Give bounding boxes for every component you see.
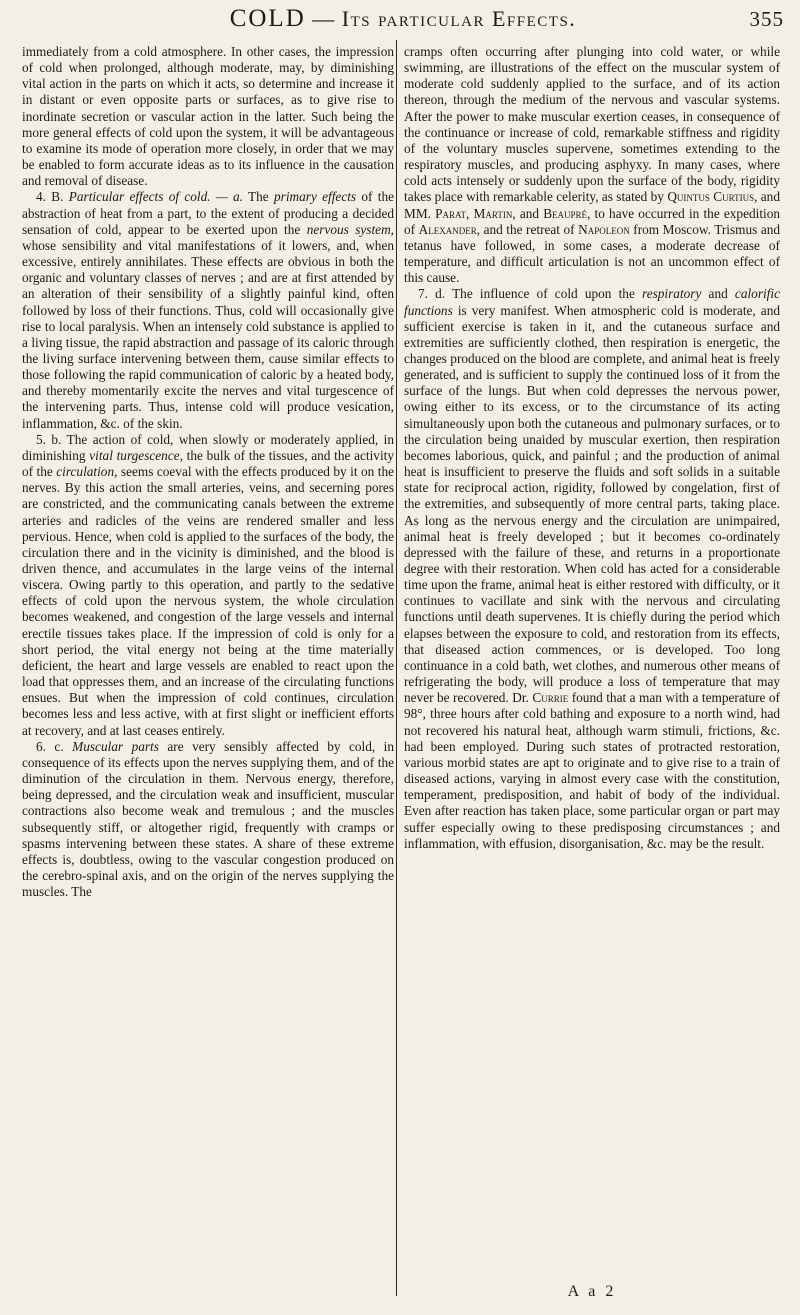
text-run: , and MM. bbox=[404, 189, 780, 221]
paragraph-5 bbox=[22, 432, 394, 739]
paragraph-continued bbox=[22, 44, 394, 189]
title-initial: C bbox=[229, 5, 249, 32]
italic-term: calorific functions bbox=[404, 286, 780, 318]
text-run: , to have occurred in the expedition of bbox=[404, 205, 781, 237]
text-run: The bbox=[248, 189, 269, 205]
text-run: of the abstraction of heat from a part, to the extent of producing a decided sensation of cold, appear to be exerted upon the bbox=[22, 189, 395, 237]
title-word: OLD bbox=[248, 5, 306, 32]
section-label: 4. B. bbox=[36, 189, 64, 205]
paragraph-4 bbox=[22, 189, 394, 431]
text-run: and bbox=[708, 286, 728, 302]
paragraph-continued bbox=[404, 44, 780, 286]
section-label: 7. d. bbox=[418, 286, 446, 302]
text-run: , and the retreat of bbox=[476, 221, 575, 237]
text-run: , and bbox=[512, 205, 540, 221]
person-name: Alexander bbox=[418, 221, 477, 237]
page-number: 355 bbox=[749, 7, 784, 31]
author-name: Parat, Martin bbox=[435, 205, 513, 221]
italic-term: primary effects bbox=[274, 189, 357, 205]
text-run: the bulk of the tissues, and the activity of the bbox=[22, 447, 394, 480]
title-subtitle: Its particular Effects. bbox=[341, 6, 577, 31]
text-run: immediately from a cold atmosphere. In other cases, the impression of cold when prolonged, although moderate, may, by diminishing vital action in the parts on which it acts, so determine and increase it in distant or even opposite parts or surfaces, as to give rise to inordinate secretion or vascular action in the latter. Such being the more general effects of cold upon the system, it will be advantageous to examine its mode of operation more closely, in order that we may be enabled to form accurate ideas as to its influence in the causation and removal of disease. bbox=[22, 44, 394, 189]
text-run: from Moscow. Trismus and tetanus have followed, in some cases, a moderate decrease of temperature, and difficult articulation is not an uncommon effect of this cause. bbox=[404, 221, 781, 286]
left-column bbox=[22, 44, 394, 900]
italic-term: respiratory bbox=[642, 286, 702, 302]
text-run: is very manifest. When atmospheric cold is moderate, and sufficient exercise is taken in it, and the cutaneous surface and extremities are sufficiently clothed, then respiration is energetic, the changes produced on the blood are complete, and animal heat is freely generated, and is sufficient to supply the continued loss of it from the surface of the lungs. But when cold depresses the nervous power, owing either to its excess, or to the circumstance of its acting simultaneously upon both the cutaneous and pulmonary surfaces, or to the circulation being unaided by muscular exertion, then respiration becomes laborious, quick, and painful ; and the production of animal heat is insufficient to preserve the fluids and soft solids in a suitable state for reciprocal action, rigidity, followed by congelation, first of the extremities, and subsequently of more central parts, taking place. As long as the nervous energy and the circulation are unimpaired, animal heat is freely developed ; but it becomes co-ordinately depressed with the failure of these, and returns in a proportionate degree with their restoration. When cold has acted for a considerable time upon the frame, animal heat is either restored with difficulty, or it continues to vacillate and sink with the nervous and circulating functions until death supervenes. It is chiefly during the period which elapses between the exposure to cold, and restoration from its effects, that diseased action commences, or is developed. Too long continuance in a cold bath, wet clothes, and numerous other means of refrigerating the body, will produce a loss of temperature that may never be recovered. Dr. bbox=[404, 302, 780, 706]
text-run: whose sensibility and vital manifestations of it lowers, and, when excessive, entirely annihilates. These effects are obvious in both the organic and voluntary classes of nerves ; and are at first attended by an alteration of their sensibility of a slightly painful kind, often followed by loss of their functions. Thus, cold will occasionally give rise to local paralysis. When an intensely cold substance is applied to a living tissue, the rapid abstraction and passage of its caloric through the living surface intervening between them, cause similar effects to those following the rapid communication of caloric by a heated body, and thereby momentarily excite the nerves and vital turgescence of the intervening parts. Thus, intense cold will produce vesication, inflammation, &c. of the skin. bbox=[22, 237, 394, 431]
italic-term: Muscular parts bbox=[72, 738, 159, 754]
text-run: are very sensibly affected by cold, in consequence of its effects upon the nerves supplying them, and of the diminution of the circulation in them. Nervous energy, therefore, being depressed, and the circulation weak and insufficient, muscular contractions also become weak and tremulous ; and the muscles subsequently stiff, or altogether rigid, frequently with cramps or spasms intervening between these states. A share of these extreme effects is, doubtless, owing to the vascular congestion produced on the cerebro-spinal axis, and on the origin of the nerves supplying the muscles. The bbox=[22, 738, 395, 900]
signature-mark: A a 2 bbox=[567, 1283, 617, 1300]
text-run: found that a man with a temperature of 98°, three hours after cold bathing and exposure to a north wind, had not recovered his natural heat, although warm stimuli, frictions, &c. had been employed. During such states of protracted restoration, various morbid states are apt to originate and to give rise to a train of diseased actions, varying in almost every case with the constitution, temperament, predisposition, and habit of body of the individual. Even after reaction has taken place, some particular organ or part may suffer especially owing to these predisposing circumstances ; and inflammation, with effusion, disorganisation, &c. may be the result. bbox=[404, 690, 780, 851]
paragraph-7 bbox=[404, 286, 780, 851]
section-heading: Particular effects of cold. — a. bbox=[68, 189, 243, 205]
running-header bbox=[18, 0, 788, 34]
text-run: cramps often occurring after plunging into cold water, or while swimming, are illustrations of the effect on the muscular system of moderate cold suddenly applied to the surface, and of its action thereon, through the medium of the nervous and vascular systems. After the power to make muscular exertion ceases, in consequence of the continuance or increase of cold, remarkable stiffness and rigidity of the voluntary muscles supervene, sometimes extending to the respiratory muscles, and producing asphyxy. In many cases, where cold acts intensely or suddenly upon the surface of the body, rigidity takes place with remarkable celerity, as stated by bbox=[404, 44, 780, 205]
text-run: The influence of cold upon the bbox=[452, 286, 635, 302]
person-name: Napoleon bbox=[578, 221, 630, 237]
italic-term: circulation, bbox=[56, 464, 118, 480]
italic-term: nervous system, bbox=[306, 221, 394, 237]
italic-term: vital turgescence, bbox=[89, 447, 183, 463]
section-label: 6. c. bbox=[36, 738, 64, 754]
text-run: seems coeval with the effects produced by it on the nerves. By this action the small arteries, veins, and secerning pores are constricted, and the communicating canals between the extreme arteries and radicles of the veins are rendered smaller and less pervious. Hence, when cold is applied to the surfaces of the body, the circulation there and in the vicinity is diminished, and the blood is driven thence, and accumulates in the large veins of the internal viscera. Owing partly to this operation, and partly to the sedative effects of cold upon the nervous system, the whole circulation becomes weakened, and congestion of the large vessels and internal erectile tissues takes place. If the impression of cold is only for a short period, the vital energy not being at the time materially deficient, the heart and large vessels are enabled to react upon the load that oppresses them, and an increase of the circulating functions ensues. But when the impression of cold continues, circulation becomes less and less active, with at first slight or inefficient efforts at recovery, and at last ceases entirely. bbox=[22, 464, 394, 738]
column-divider bbox=[396, 40, 397, 1296]
running-title bbox=[18, 4, 788, 34]
text-run: The action of cold, when slowly or moderately applied, in diminishing bbox=[22, 431, 394, 463]
author-name: Quintus Curtius bbox=[667, 189, 755, 205]
right-column bbox=[404, 44, 780, 852]
author-name: Currie bbox=[532, 690, 569, 706]
section-label: 5. b. bbox=[36, 431, 62, 447]
author-name: Beaupré bbox=[543, 205, 588, 221]
paragraph-6 bbox=[22, 739, 394, 901]
title-dash: — bbox=[305, 6, 342, 31]
